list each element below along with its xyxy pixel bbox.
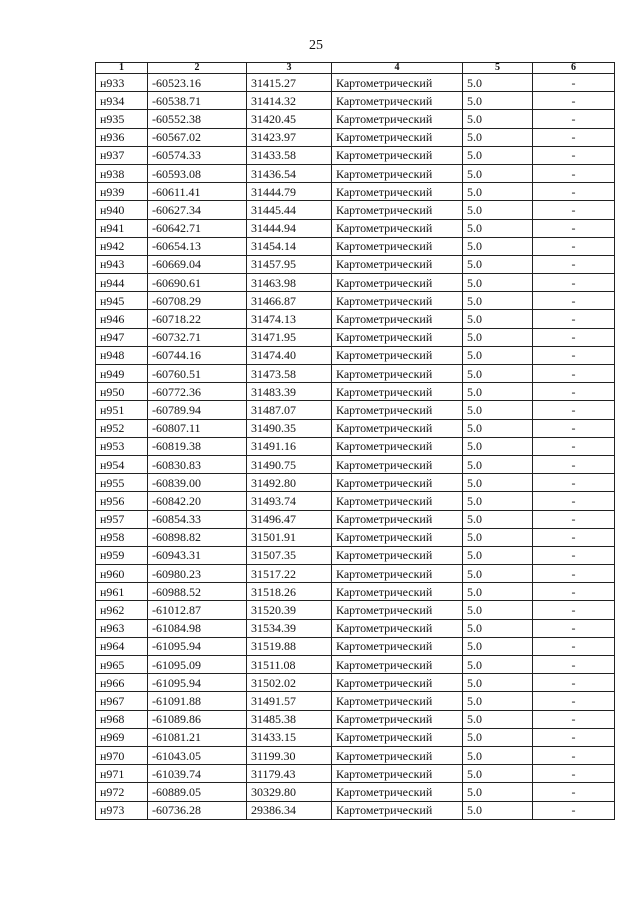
table-row <box>96 674 615 692</box>
point-id-cell: н952 <box>96 419 148 437</box>
method-cell: Картометрический <box>332 419 463 437</box>
y-coordinate-cell: 31493.74 <box>247 492 332 510</box>
x-coordinate-cell: -60732.71 <box>148 328 247 346</box>
x-coordinate-cell: -60642.71 <box>148 219 247 237</box>
y-coordinate-cell: 31483.39 <box>247 383 332 401</box>
accuracy-cell: 5.0 <box>463 401 533 419</box>
table-row <box>96 583 615 601</box>
point-id-cell: н939 <box>96 183 148 201</box>
method-cell: Картометрический <box>332 328 463 346</box>
method-cell: Картометрический <box>332 164 463 182</box>
note-cell: - <box>533 492 615 510</box>
note-cell: - <box>533 437 615 455</box>
point-id-cell: н933 <box>96 74 148 92</box>
accuracy-cell: 5.0 <box>463 328 533 346</box>
method-cell: Картометрический <box>332 383 463 401</box>
table-row <box>96 183 615 201</box>
x-coordinate-cell: -60669.04 <box>148 255 247 273</box>
point-id-cell: н938 <box>96 164 148 182</box>
point-id-cell: н935 <box>96 110 148 128</box>
table-row <box>96 255 615 273</box>
method-cell: Картометрический <box>332 74 463 92</box>
table-header-row <box>96 63 615 74</box>
table-row <box>96 528 615 546</box>
method-cell: Картометрический <box>332 437 463 455</box>
point-id-cell: н951 <box>96 401 148 419</box>
table-row <box>96 219 615 237</box>
table-row <box>96 474 615 492</box>
table-row <box>96 492 615 510</box>
table-row <box>96 346 615 364</box>
table-row <box>96 765 615 783</box>
y-coordinate-cell: 31436.54 <box>247 164 332 182</box>
table-row <box>96 619 615 637</box>
x-coordinate-cell: -60538.71 <box>148 92 247 110</box>
note-cell: - <box>533 546 615 564</box>
method-cell: Картометрический <box>332 183 463 201</box>
x-coordinate-cell: -61091.88 <box>148 692 247 710</box>
column-header: 6 <box>533 63 615 74</box>
method-cell: Картометрический <box>332 801 463 819</box>
note-cell: - <box>533 728 615 746</box>
table-row <box>96 637 615 655</box>
note-cell: - <box>533 455 615 473</box>
note-cell: - <box>533 528 615 546</box>
method-cell: Картометрический <box>332 292 463 310</box>
point-id-cell: н936 <box>96 128 148 146</box>
table-row <box>96 455 615 473</box>
method-cell: Картометрический <box>332 783 463 801</box>
note-cell: - <box>533 674 615 692</box>
table-row <box>96 437 615 455</box>
y-coordinate-cell: 31473.58 <box>247 365 332 383</box>
accuracy-cell: 5.0 <box>463 146 533 164</box>
y-coordinate-cell: 31511.08 <box>247 656 332 674</box>
note-cell: - <box>533 565 615 583</box>
accuracy-cell: 5.0 <box>463 237 533 255</box>
y-coordinate-cell: 31445.44 <box>247 201 332 219</box>
x-coordinate-cell: -61084.98 <box>148 619 247 637</box>
accuracy-cell: 5.0 <box>463 346 533 364</box>
accuracy-cell: 5.0 <box>463 455 533 473</box>
point-id-cell: н962 <box>96 601 148 619</box>
x-coordinate-cell: -61043.05 <box>148 746 247 764</box>
note-cell: - <box>533 328 615 346</box>
accuracy-cell: 5.0 <box>463 619 533 637</box>
x-coordinate-cell: -60830.83 <box>148 455 247 473</box>
note-cell: - <box>533 255 615 273</box>
accuracy-cell: 5.0 <box>463 728 533 746</box>
note-cell: - <box>533 201 615 219</box>
y-coordinate-cell: 31517.22 <box>247 565 332 583</box>
accuracy-cell: 5.0 <box>463 565 533 583</box>
accuracy-cell: 5.0 <box>463 183 533 201</box>
y-coordinate-cell: 31507.35 <box>247 546 332 564</box>
accuracy-cell: 5.0 <box>463 692 533 710</box>
note-cell: - <box>533 346 615 364</box>
note-cell: - <box>533 274 615 292</box>
x-coordinate-cell: -60736.28 <box>148 801 247 819</box>
x-coordinate-cell: -60898.82 <box>148 528 247 546</box>
y-coordinate-cell: 31433.15 <box>247 728 332 746</box>
point-id-cell: н955 <box>96 474 148 492</box>
accuracy-cell: 5.0 <box>463 419 533 437</box>
point-id-cell: н945 <box>96 292 148 310</box>
x-coordinate-cell: -60980.23 <box>148 565 247 583</box>
y-coordinate-cell: 31520.39 <box>247 601 332 619</box>
point-id-cell: н964 <box>96 637 148 655</box>
method-cell: Картометрический <box>332 710 463 728</box>
x-coordinate-cell: -60552.38 <box>148 110 247 128</box>
table-row <box>96 601 615 619</box>
accuracy-cell: 5.0 <box>463 492 533 510</box>
accuracy-cell: 5.0 <box>463 765 533 783</box>
table-row <box>96 292 615 310</box>
accuracy-cell: 5.0 <box>463 783 533 801</box>
table-body <box>96 74 615 820</box>
y-coordinate-cell: 31471.95 <box>247 328 332 346</box>
table-row <box>96 310 615 328</box>
point-id-cell: н943 <box>96 255 148 273</box>
point-id-cell: н949 <box>96 365 148 383</box>
note-cell: - <box>533 637 615 655</box>
point-id-cell: н959 <box>96 546 148 564</box>
x-coordinate-cell: -60708.29 <box>148 292 247 310</box>
method-cell: Картометрический <box>332 201 463 219</box>
point-id-cell: н944 <box>96 274 148 292</box>
point-id-cell: н958 <box>96 528 148 546</box>
accuracy-cell: 5.0 <box>463 637 533 655</box>
table-row <box>96 164 615 182</box>
x-coordinate-cell: -61089.86 <box>148 710 247 728</box>
page-number: 25 <box>309 38 323 53</box>
table-row <box>96 801 615 819</box>
x-coordinate-cell: -61095.94 <box>148 674 247 692</box>
method-cell: Картометрический <box>332 528 463 546</box>
note-cell: - <box>533 710 615 728</box>
method-cell: Картометрический <box>332 146 463 164</box>
method-cell: Картометрический <box>332 619 463 637</box>
method-cell: Картометрический <box>332 219 463 237</box>
y-coordinate-cell: 31490.75 <box>247 455 332 473</box>
accuracy-cell: 5.0 <box>463 219 533 237</box>
point-id-cell: н966 <box>96 674 148 692</box>
method-cell: Картометрический <box>332 274 463 292</box>
note-cell: - <box>533 510 615 528</box>
table-row <box>96 565 615 583</box>
table-row <box>96 746 615 764</box>
x-coordinate-cell: -60839.00 <box>148 474 247 492</box>
point-id-cell: н968 <box>96 710 148 728</box>
table-row <box>96 710 615 728</box>
point-id-cell: н967 <box>96 692 148 710</box>
table-row <box>96 274 615 292</box>
accuracy-cell: 5.0 <box>463 510 533 528</box>
x-coordinate-cell: -60789.94 <box>148 401 247 419</box>
x-coordinate-cell: -60593.08 <box>148 164 247 182</box>
y-coordinate-cell: 31485.38 <box>247 710 332 728</box>
table-row <box>96 146 615 164</box>
point-id-cell: н947 <box>96 328 148 346</box>
y-coordinate-cell: 31444.94 <box>247 219 332 237</box>
x-coordinate-cell: -61081.21 <box>148 728 247 746</box>
accuracy-cell: 5.0 <box>463 110 533 128</box>
y-coordinate-cell: 29386.34 <box>247 801 332 819</box>
table-row <box>96 728 615 746</box>
point-id-cell: н972 <box>96 783 148 801</box>
accuracy-cell: 5.0 <box>463 365 533 383</box>
accuracy-cell: 5.0 <box>463 746 533 764</box>
note-cell: - <box>533 619 615 637</box>
coordinates-table <box>95 62 615 820</box>
y-coordinate-cell: 31487.07 <box>247 401 332 419</box>
method-cell: Картометрический <box>332 255 463 273</box>
y-coordinate-cell: 31179.43 <box>247 765 332 783</box>
method-cell: Картометрический <box>332 637 463 655</box>
method-cell: Картометрический <box>332 692 463 710</box>
method-cell: Картометрический <box>332 365 463 383</box>
note-cell: - <box>533 237 615 255</box>
accuracy-cell: 5.0 <box>463 74 533 92</box>
point-id-cell: н941 <box>96 219 148 237</box>
y-coordinate-cell: 31199.30 <box>247 746 332 764</box>
x-coordinate-cell: -60690.61 <box>148 274 247 292</box>
method-cell: Картометрический <box>332 546 463 564</box>
x-coordinate-cell: -60718.22 <box>148 310 247 328</box>
x-coordinate-cell: -60567.02 <box>148 128 247 146</box>
x-coordinate-cell: -60943.31 <box>148 546 247 564</box>
accuracy-cell: 5.0 <box>463 674 533 692</box>
table-row <box>96 546 615 564</box>
accuracy-cell: 5.0 <box>463 801 533 819</box>
accuracy-cell: 5.0 <box>463 310 533 328</box>
y-coordinate-cell: 31496.47 <box>247 510 332 528</box>
note-cell: - <box>533 219 615 237</box>
x-coordinate-cell: -60523.16 <box>148 74 247 92</box>
note-cell: - <box>533 746 615 764</box>
method-cell: Картометрический <box>332 455 463 473</box>
method-cell: Картометрический <box>332 346 463 364</box>
table-row <box>96 92 615 110</box>
x-coordinate-cell: -60760.51 <box>148 365 247 383</box>
table-row <box>96 783 615 801</box>
note-cell: - <box>533 292 615 310</box>
point-id-cell: н953 <box>96 437 148 455</box>
x-coordinate-cell: -61012.87 <box>148 601 247 619</box>
point-id-cell: н970 <box>96 746 148 764</box>
x-coordinate-cell: -60807.11 <box>148 419 247 437</box>
accuracy-cell: 5.0 <box>463 292 533 310</box>
table-row <box>96 328 615 346</box>
x-coordinate-cell: -60842.20 <box>148 492 247 510</box>
point-id-cell: н961 <box>96 583 148 601</box>
point-id-cell: н946 <box>96 310 148 328</box>
note-cell: - <box>533 146 615 164</box>
method-cell: Картометрический <box>332 583 463 601</box>
note-cell: - <box>533 92 615 110</box>
y-coordinate-cell: 31474.13 <box>247 310 332 328</box>
method-cell: Картометрический <box>332 92 463 110</box>
y-coordinate-cell: 31491.57 <box>247 692 332 710</box>
column-header: 4 <box>332 63 463 74</box>
accuracy-cell: 5.0 <box>463 383 533 401</box>
method-cell: Картометрический <box>332 601 463 619</box>
accuracy-cell: 5.0 <box>463 274 533 292</box>
table-row <box>96 510 615 528</box>
table-row <box>96 237 615 255</box>
y-coordinate-cell: 31518.26 <box>247 583 332 601</box>
note-cell: - <box>533 583 615 601</box>
note-cell: - <box>533 310 615 328</box>
point-id-cell: н957 <box>96 510 148 528</box>
method-cell: Картометрический <box>332 728 463 746</box>
note-cell: - <box>533 692 615 710</box>
note-cell: - <box>533 74 615 92</box>
method-cell: Картометрический <box>332 510 463 528</box>
point-id-cell: н965 <box>96 656 148 674</box>
x-coordinate-cell: -60611.41 <box>148 183 247 201</box>
method-cell: Картометрический <box>332 401 463 419</box>
table-row <box>96 201 615 219</box>
y-coordinate-cell: 31423.97 <box>247 128 332 146</box>
y-coordinate-cell: 31414.32 <box>247 92 332 110</box>
column-header: 1 <box>96 63 148 74</box>
point-id-cell: н934 <box>96 92 148 110</box>
method-cell: Картометрический <box>332 128 463 146</box>
accuracy-cell: 5.0 <box>463 201 533 219</box>
method-cell: Картометрический <box>332 656 463 674</box>
accuracy-cell: 5.0 <box>463 474 533 492</box>
note-cell: - <box>533 419 615 437</box>
y-coordinate-cell: 31415.27 <box>247 74 332 92</box>
point-id-cell: н954 <box>96 455 148 473</box>
note-cell: - <box>533 365 615 383</box>
point-id-cell: н960 <box>96 565 148 583</box>
accuracy-cell: 5.0 <box>463 528 533 546</box>
point-id-cell: н942 <box>96 237 148 255</box>
note-cell: - <box>533 110 615 128</box>
x-coordinate-cell: -60574.33 <box>148 146 247 164</box>
accuracy-cell: 5.0 <box>463 601 533 619</box>
x-coordinate-cell: -60854.33 <box>148 510 247 528</box>
y-coordinate-cell: 31463.98 <box>247 274 332 292</box>
table-row <box>96 383 615 401</box>
accuracy-cell: 5.0 <box>463 710 533 728</box>
x-coordinate-cell: -60819.38 <box>148 437 247 455</box>
note-cell: - <box>533 601 615 619</box>
column-header: 3 <box>247 63 332 74</box>
method-cell: Картометрический <box>332 492 463 510</box>
y-coordinate-cell: 31466.87 <box>247 292 332 310</box>
x-coordinate-cell: -60654.13 <box>148 237 247 255</box>
point-id-cell: н973 <box>96 801 148 819</box>
x-coordinate-cell: -61095.09 <box>148 656 247 674</box>
x-coordinate-cell: -61095.94 <box>148 637 247 655</box>
x-coordinate-cell: -60889.05 <box>148 783 247 801</box>
point-id-cell: н937 <box>96 146 148 164</box>
accuracy-cell: 5.0 <box>463 437 533 455</box>
point-id-cell: н950 <box>96 383 148 401</box>
point-id-cell: н969 <box>96 728 148 746</box>
accuracy-cell: 5.0 <box>463 92 533 110</box>
method-cell: Картометрический <box>332 746 463 764</box>
accuracy-cell: 5.0 <box>463 164 533 182</box>
y-coordinate-cell: 31474.40 <box>247 346 332 364</box>
point-id-cell: н963 <box>96 619 148 637</box>
point-id-cell: н940 <box>96 201 148 219</box>
y-coordinate-cell: 31454.14 <box>247 237 332 255</box>
accuracy-cell: 5.0 <box>463 546 533 564</box>
note-cell: - <box>533 801 615 819</box>
table-row <box>96 656 615 674</box>
x-coordinate-cell: -60988.52 <box>148 583 247 601</box>
note-cell: - <box>533 183 615 201</box>
x-coordinate-cell: -60627.34 <box>148 201 247 219</box>
y-coordinate-cell: 31490.35 <box>247 419 332 437</box>
table-row <box>96 692 615 710</box>
x-coordinate-cell: -60744.16 <box>148 346 247 364</box>
y-coordinate-cell: 31501.91 <box>247 528 332 546</box>
y-coordinate-cell: 31492.80 <box>247 474 332 492</box>
y-coordinate-cell: 31444.79 <box>247 183 332 201</box>
x-coordinate-cell: -60772.36 <box>148 383 247 401</box>
y-coordinate-cell: 30329.80 <box>247 783 332 801</box>
note-cell: - <box>533 401 615 419</box>
point-id-cell: н971 <box>96 765 148 783</box>
note-cell: - <box>533 164 615 182</box>
y-coordinate-cell: 31457.95 <box>247 255 332 273</box>
y-coordinate-cell: 31502.02 <box>247 674 332 692</box>
method-cell: Картометрический <box>332 237 463 255</box>
method-cell: Картометрический <box>332 765 463 783</box>
method-cell: Картометрический <box>332 674 463 692</box>
point-id-cell: н956 <box>96 492 148 510</box>
y-coordinate-cell: 31534.39 <box>247 619 332 637</box>
method-cell: Картометрический <box>332 565 463 583</box>
note-cell: - <box>533 474 615 492</box>
accuracy-cell: 5.0 <box>463 656 533 674</box>
note-cell: - <box>533 783 615 801</box>
accuracy-cell: 5.0 <box>463 583 533 601</box>
y-coordinate-cell: 31491.16 <box>247 437 332 455</box>
accuracy-cell: 5.0 <box>463 255 533 273</box>
note-cell: - <box>533 656 615 674</box>
x-coordinate-cell: -61039.74 <box>148 765 247 783</box>
y-coordinate-cell: 31519.88 <box>247 637 332 655</box>
note-cell: - <box>533 128 615 146</box>
column-header: 2 <box>148 63 247 74</box>
table-row <box>96 110 615 128</box>
accuracy-cell: 5.0 <box>463 128 533 146</box>
point-id-cell: н948 <box>96 346 148 364</box>
table-row <box>96 74 615 92</box>
column-header: 5 <box>463 63 533 74</box>
y-coordinate-cell: 31433.58 <box>247 146 332 164</box>
table-row <box>96 419 615 437</box>
method-cell: Картометрический <box>332 310 463 328</box>
table-row <box>96 401 615 419</box>
note-cell: - <box>533 383 615 401</box>
method-cell: Картометрический <box>332 110 463 128</box>
note-cell: - <box>533 765 615 783</box>
method-cell: Картометрический <box>332 474 463 492</box>
table-row <box>96 128 615 146</box>
y-coordinate-cell: 31420.45 <box>247 110 332 128</box>
table-row <box>96 365 615 383</box>
